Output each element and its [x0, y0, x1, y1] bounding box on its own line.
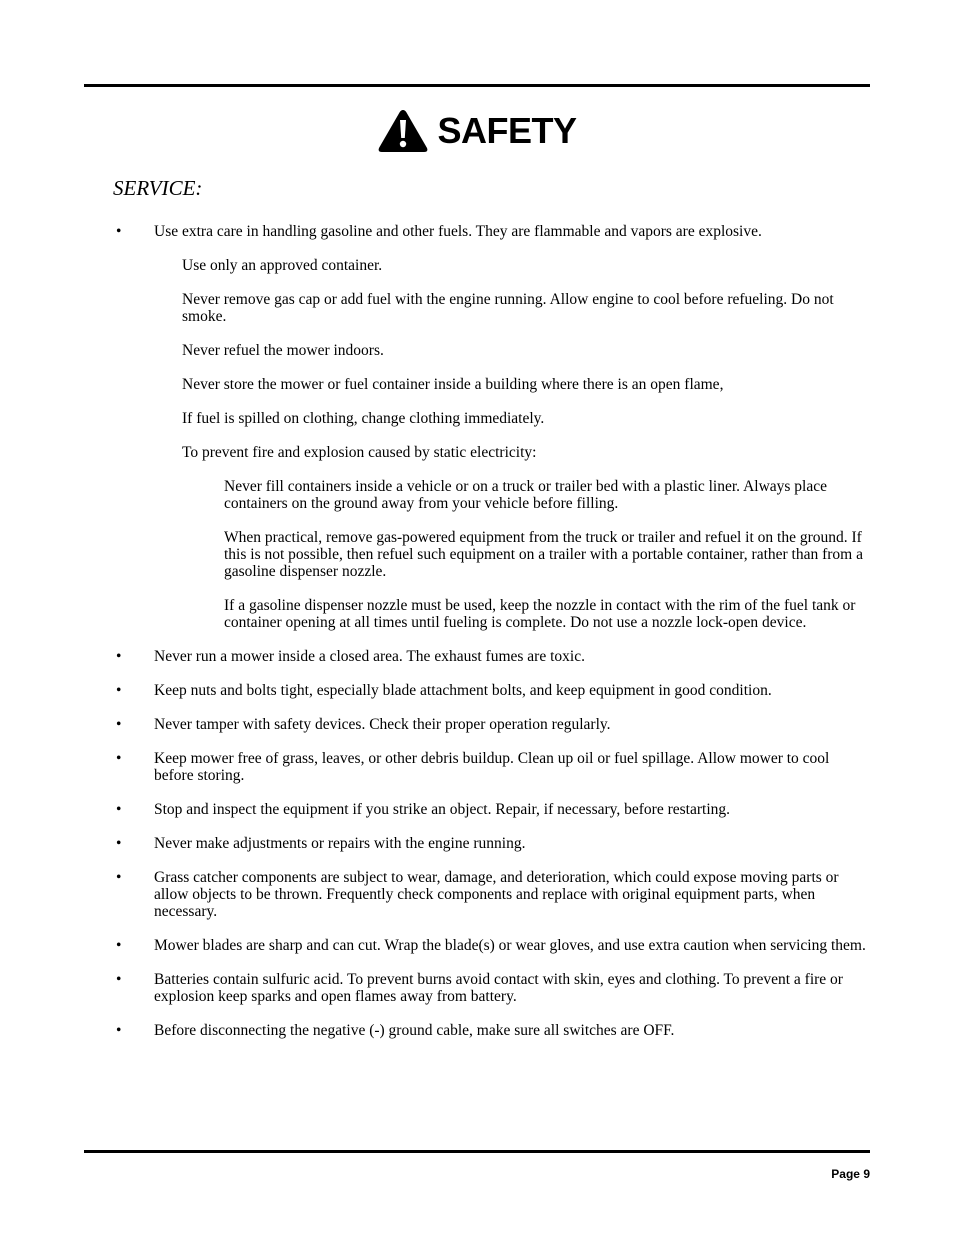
bullet-marker: • [116, 1022, 122, 1039]
list-item-text: Stop and inspect the equipment if you strike an object. Repair, if necessary, before restarting. [154, 801, 730, 818]
bullet-marker: • [116, 223, 122, 240]
service-content [0, 223, 954, 1056]
sub-item: Never refuel the mower indoors. [182, 342, 384, 359]
list-item-text: Before disconnecting the negative (-) ground cable, make sure all switches are OFF. [154, 1022, 675, 1039]
list-item [0, 750, 870, 784]
list-item-text: Keep mower free of grass, leaves, or other debris buildup. Clean up oil or fuel spillage. Allow mower to cool before storing. [154, 750, 830, 784]
bullet-marker: • [116, 716, 122, 733]
list-item-text: Never make adjustments or repairs with the engine running. [154, 835, 526, 852]
bullet-marker: • [116, 835, 122, 852]
sub-item: Never store the mower or fuel container inside a building where there is an open flame, [182, 376, 724, 393]
list-item [0, 1022, 870, 1039]
bullet-marker: • [116, 801, 122, 818]
bullet-marker: • [116, 971, 122, 988]
list-item-text: Never tamper with safety devices. Check their proper operation regularly. [154, 716, 611, 733]
sub-item: To prevent fire and explosion caused by static electricity: [182, 444, 537, 461]
list-item-text: Keep nuts and bolts tight, especially blade attachment bolts, and keep equipment in good condition. [154, 682, 772, 699]
top-rule [84, 84, 870, 87]
list-item-text: Grass catcher components are subject to wear, damage, and deterioration, which could expose moving parts or allow objects to be thrown. Frequently check components and replace with original equipment parts, when necessary. [154, 869, 839, 920]
list-item [0, 869, 870, 920]
static-item: When practical, remove gas-powered equipment from the truck or trailer and refuel it on the ground. If this is not possible, then refuel such equipment on a trailer with a portable container, rather than from a gasoline dispenser nozzle. [224, 529, 863, 580]
bottom-rule [84, 1150, 870, 1153]
bullet-marker: • [116, 937, 122, 954]
page-title: SAFETY [437, 110, 577, 151]
list-item [0, 937, 870, 954]
list-item-text: Batteries contain sulfuric acid. To prevent burns avoid contact with skin, eyes and clothing. To prevent a fire or explosion keep sparks and open flames away from battery. [154, 971, 843, 1005]
list-item-text: Mower blades are sharp and can cut. Wrap the blade(s) or wear gloves, and use extra caution when servicing them. [154, 937, 866, 954]
list-item [0, 682, 870, 699]
sub-item: If fuel is spilled on clothing, change clothing immediately. [182, 410, 545, 427]
list-item [0, 648, 870, 665]
bullet-marker: • [116, 682, 122, 699]
list-item [0, 716, 870, 733]
bullet-marker: • [116, 869, 122, 886]
section-title: SERVICE: [113, 176, 203, 200]
static-item: Never fill containers inside a vehicle or on a truck or trailer bed with a plastic liner. Always place containers on the ground away from your vehicle before filling. [224, 478, 827, 512]
sub-item: Never remove gas cap or add fuel with the engine running. Allow engine to cool before refueling. Do not smoke. [182, 291, 834, 325]
list-item-text: Use extra care in handling gasoline and other fuels. They are flammable and vapors are explosive. [154, 223, 762, 240]
list-item [0, 835, 870, 852]
safety-heading [0, 108, 954, 154]
static-item: If a gasoline dispenser nozzle must be used, keep the nozzle in contact with the rim of the fuel tank or container opening at all times until fueling is complete. Do not use a nozzle lock-open device. [224, 597, 856, 631]
warning-triangle-icon [377, 108, 429, 154]
bullet-marker: • [116, 648, 122, 665]
bullet-marker: • [116, 750, 122, 767]
page-number: Page 9 [831, 1167, 870, 1181]
sub-item: Use only an approved container. [182, 257, 383, 274]
list-item [0, 801, 870, 818]
list-item-text: Never run a mower inside a closed area. The exhaust fumes are toxic. [154, 648, 585, 665]
list-item [0, 223, 870, 240]
list-item [0, 971, 870, 1005]
